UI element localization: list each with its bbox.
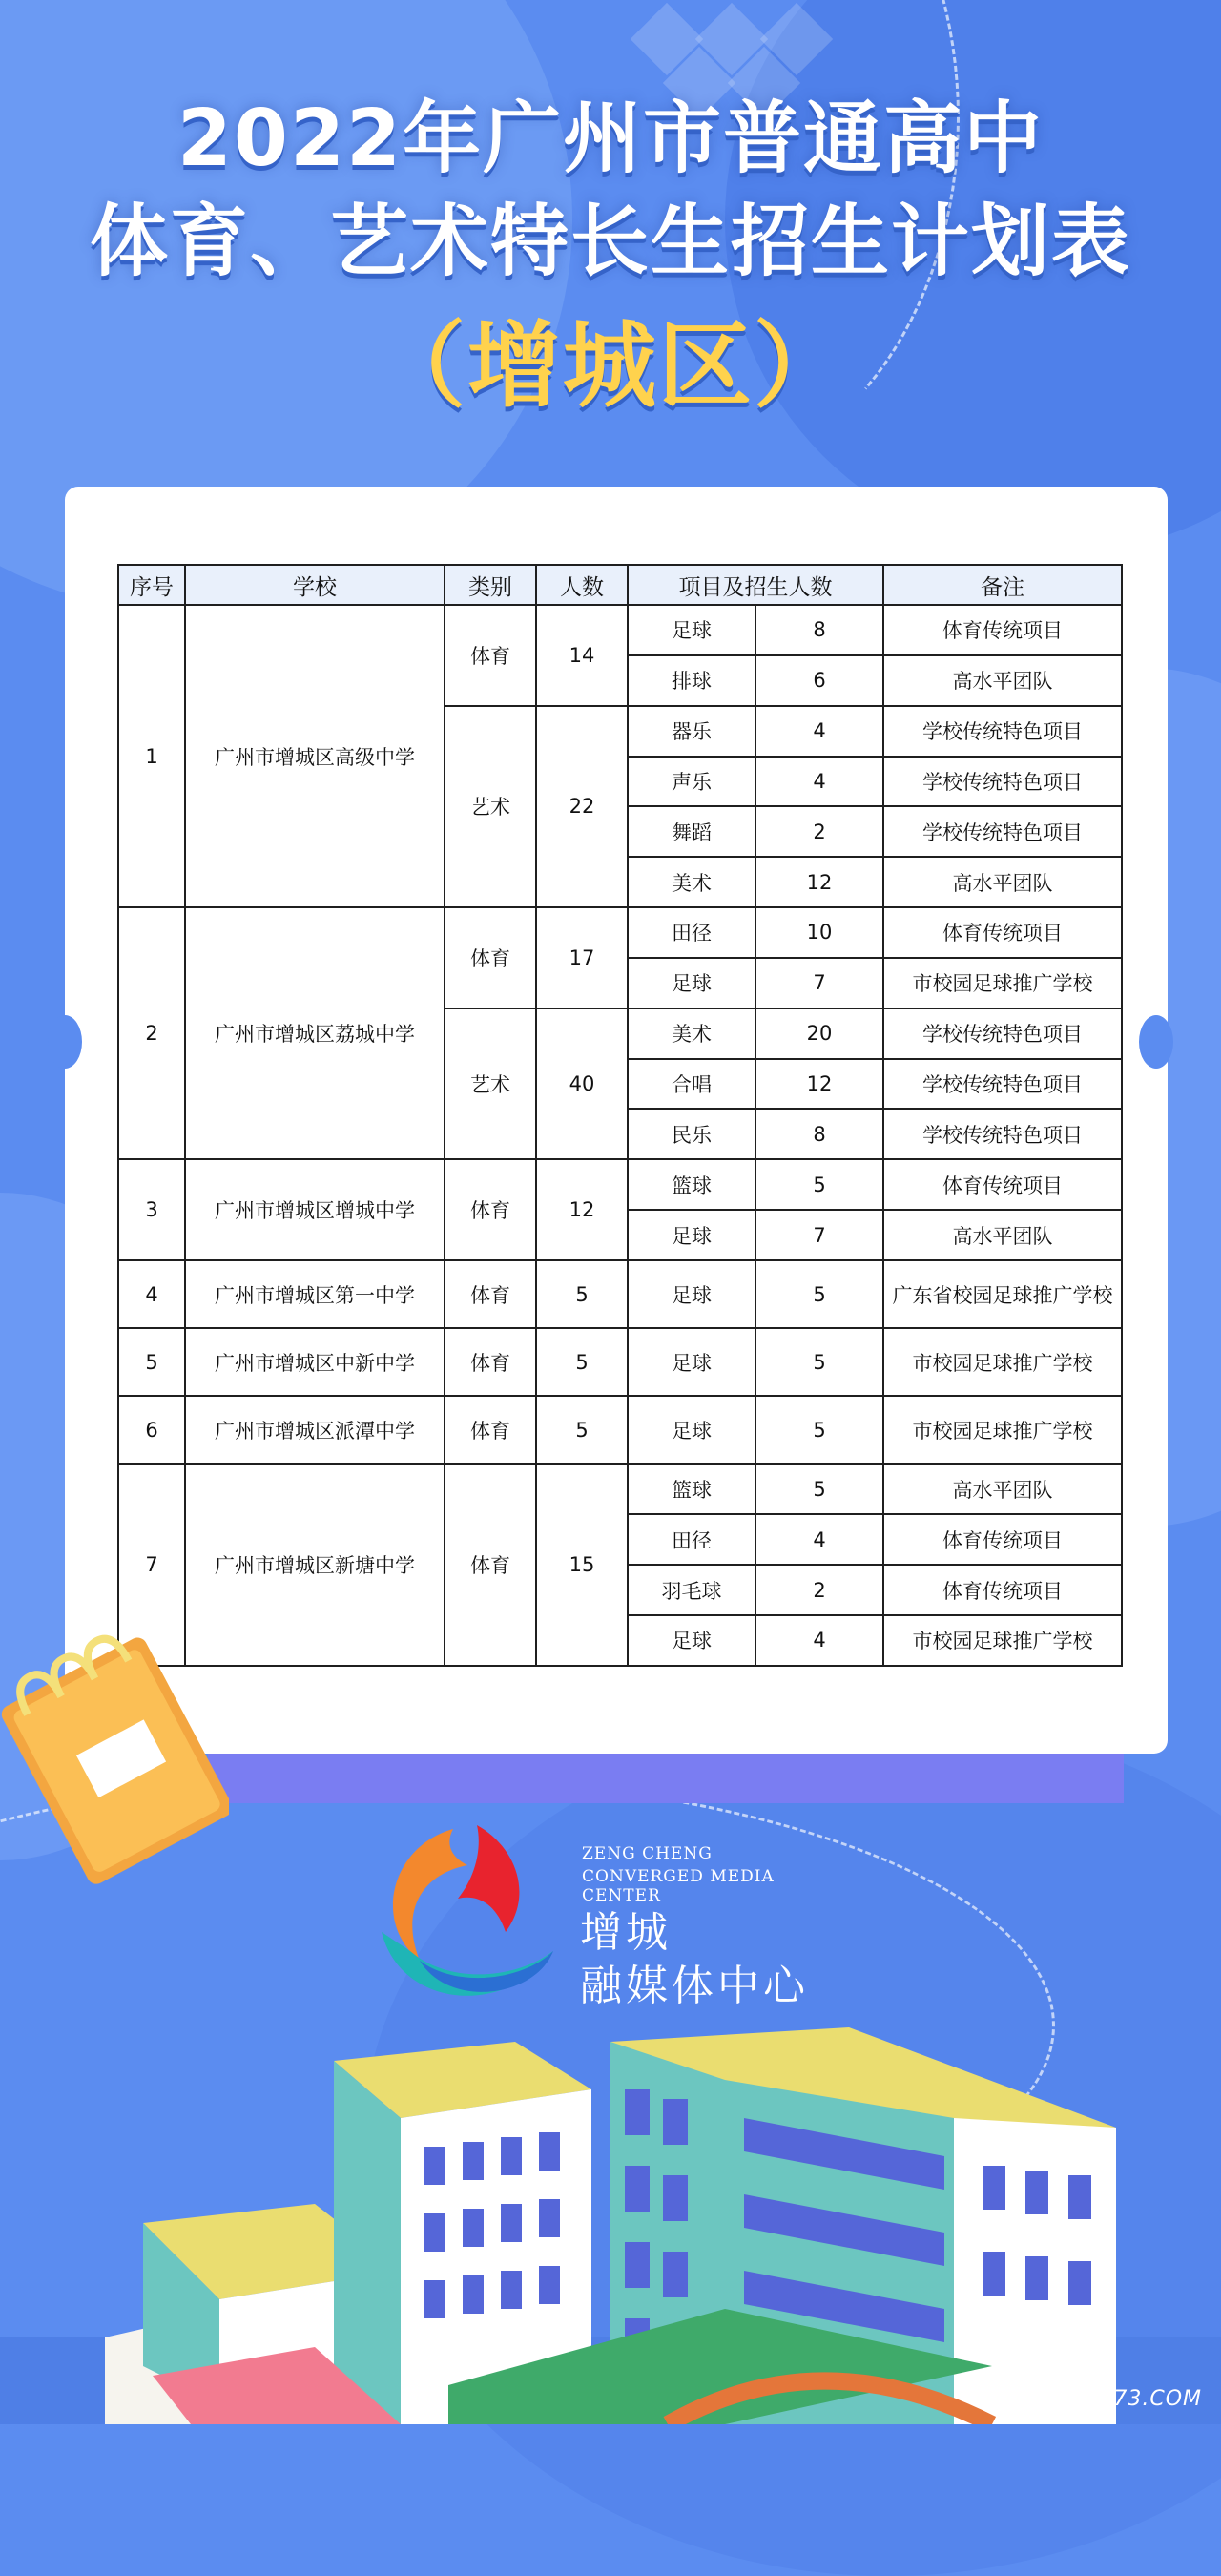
cell-note: 市校园足球推广学校: [883, 1328, 1122, 1396]
cell-count: 17: [536, 907, 628, 1008]
page-title-line2: 体育、艺术特长生招生计划表: [89, 197, 1131, 287]
cell-seq: 6: [118, 1396, 185, 1464]
cell-school: 广州市增城区第一中学: [185, 1260, 445, 1328]
cell-project-num: 4: [755, 1514, 883, 1565]
cell-project-num: 10: [755, 907, 883, 958]
cell-note: 广东省校园足球推广学校: [883, 1260, 1122, 1328]
cell-note: 高水平团队: [883, 655, 1122, 706]
cell-project-num: 5: [755, 1260, 883, 1328]
cell-project: 篮球: [628, 1159, 755, 1210]
cell-project-num: 2: [755, 806, 883, 857]
table-row: [118, 1159, 1122, 1210]
cell-project-num: 4: [755, 1615, 883, 1666]
cell-count: 40: [536, 1008, 628, 1160]
table-row: [118, 907, 1122, 958]
cell-count: 5: [536, 1260, 628, 1328]
cell-category: 体育: [445, 907, 536, 1008]
cell-note: 市校园足球推广学校: [883, 958, 1122, 1008]
cell-project: 美术: [628, 1008, 755, 1059]
table-row: [118, 605, 1122, 655]
cell-note: 市校园足球推广学校: [883, 1396, 1122, 1464]
cell-project: 美术: [628, 857, 755, 907]
site-watermark: ZC173.COM: [1067, 2387, 1202, 2411]
cell-project-num: 4: [755, 757, 883, 807]
cell-seq: 7: [118, 1464, 185, 1666]
cell-project-num: 5: [755, 1159, 883, 1210]
cell-project: 田径: [628, 907, 755, 958]
table-row: [118, 1396, 1122, 1464]
cell-seq: 3: [118, 1159, 185, 1260]
enrollment-plan-table: [117, 564, 1123, 1667]
cell-project: 足球: [628, 1210, 755, 1260]
cell-note: 学校传统特色项目: [883, 1059, 1122, 1110]
page-title-line1: 2022年广州市普通高中: [176, 93, 1045, 184]
cell-count: 14: [536, 605, 628, 706]
cell-project: 足球: [628, 1615, 755, 1666]
cell-project-num: 5: [755, 1464, 883, 1514]
cell-project: 足球: [628, 1328, 755, 1396]
cell-project-num: 12: [755, 857, 883, 907]
cell-project-num: 5: [755, 1328, 883, 1396]
cell-note: 体育传统项目: [883, 1159, 1122, 1210]
cell-project: 声乐: [628, 757, 755, 807]
card-notch: [48, 1015, 82, 1069]
cell-project-num: 7: [755, 958, 883, 1008]
cell-count: 5: [536, 1396, 628, 1464]
cell-seq: 1: [118, 605, 185, 907]
cell-count: 22: [536, 706, 628, 907]
cell-project: 民乐: [628, 1109, 755, 1159]
cell-project: 舞蹈: [628, 806, 755, 857]
cell-seq: 5: [118, 1328, 185, 1396]
cell-school: 广州市增城区高级中学: [185, 605, 445, 907]
header-school: 学校: [185, 565, 445, 605]
cell-category: 体育: [445, 605, 536, 706]
cell-project-num: 2: [755, 1565, 883, 1615]
table-body: [118, 605, 1122, 1666]
cell-note: 学校传统特色项目: [883, 1008, 1122, 1059]
table-header-row: [118, 565, 1122, 605]
cell-note: 体育传统项目: [883, 1514, 1122, 1565]
cell-project: 排球: [628, 655, 755, 706]
cell-note: 学校传统特色项目: [883, 706, 1122, 757]
logo-chinese-line1: 增城: [580, 1908, 672, 1957]
header-seq: 序号: [118, 565, 185, 605]
cell-project: 田径: [628, 1514, 755, 1565]
cell-project-num: 5: [755, 1396, 883, 1464]
header-category: 类别: [445, 565, 536, 605]
cell-note: 市校园足球推广学校: [883, 1615, 1122, 1666]
cell-seq: 4: [118, 1260, 185, 1328]
district-subtitle: （增城区）: [371, 312, 849, 421]
cell-note: 高水平团队: [883, 1210, 1122, 1260]
cell-project-num: 20: [755, 1008, 883, 1059]
cell-project: 足球: [628, 605, 755, 655]
cell-project-num: 7: [755, 1210, 883, 1260]
cell-category: 体育: [445, 1260, 536, 1328]
cell-count: 15: [536, 1464, 628, 1666]
cell-school: 广州市增城区派潭中学: [185, 1396, 445, 1464]
cell-note: 学校传统特色项目: [883, 757, 1122, 807]
cell-school: 广州市增城区荔城中学: [185, 907, 445, 1159]
cell-seq: 2: [118, 907, 185, 1159]
cell-project-num: 12: [755, 1059, 883, 1110]
notebook-icon: [0, 1603, 229, 1889]
cell-project-num: 4: [755, 706, 883, 757]
cell-category: 体育: [445, 1328, 536, 1396]
table-row: [118, 1260, 1122, 1328]
cell-note: 体育传统项目: [883, 1565, 1122, 1615]
cell-note: 学校传统特色项目: [883, 806, 1122, 857]
cell-category: 体育: [445, 1396, 536, 1464]
cell-school: 广州市增城区中新中学: [185, 1328, 445, 1396]
cell-project-num: 8: [755, 1109, 883, 1159]
cell-project: 合唱: [628, 1059, 755, 1110]
media-center-logo: [362, 1818, 859, 2027]
cell-school: 广州市增城区新塘中学: [185, 1464, 445, 1666]
cell-project-num: 6: [755, 655, 883, 706]
cell-count: 5: [536, 1328, 628, 1396]
logo-english-line2: CONVERGED MEDIA CENTER: [582, 1867, 775, 1905]
header-project: 项目及招生人数: [628, 565, 883, 605]
cell-category: 体育: [445, 1159, 536, 1260]
cell-category: 体育: [445, 1464, 536, 1666]
cell-note: 高水平团队: [883, 857, 1122, 907]
table-row: [118, 1464, 1122, 1514]
cell-count: 12: [536, 1159, 628, 1260]
cell-project: 足球: [628, 1396, 755, 1464]
cell-category: 艺术: [445, 1008, 536, 1160]
cell-project-num: 8: [755, 605, 883, 655]
table-row: [118, 1328, 1122, 1396]
school-buildings-illustration: [0, 2023, 1221, 2424]
cell-project: 篮球: [628, 1464, 755, 1514]
logo-english-line1: ZENG CHENG: [582, 1844, 713, 1863]
cell-note: 学校传统特色项目: [883, 1109, 1122, 1159]
cell-project: 器乐: [628, 706, 755, 757]
cell-school: 广州市增城区增城中学: [185, 1159, 445, 1260]
cell-note: 体育传统项目: [883, 605, 1122, 655]
logo-mark-icon: [362, 1818, 572, 2018]
cell-project: 足球: [628, 1260, 755, 1328]
cell-project: 羽毛球: [628, 1565, 755, 1615]
header-count: 人数: [536, 565, 628, 605]
cell-note: 体育传统项目: [883, 907, 1122, 958]
cell-project: 足球: [628, 958, 755, 1008]
cell-category: 艺术: [445, 706, 536, 907]
card-notch: [1139, 1015, 1173, 1069]
header-note: 备注: [883, 565, 1122, 605]
logo-chinese-line2: 融媒体中心: [580, 1962, 809, 2010]
cell-note: 高水平团队: [883, 1464, 1122, 1514]
